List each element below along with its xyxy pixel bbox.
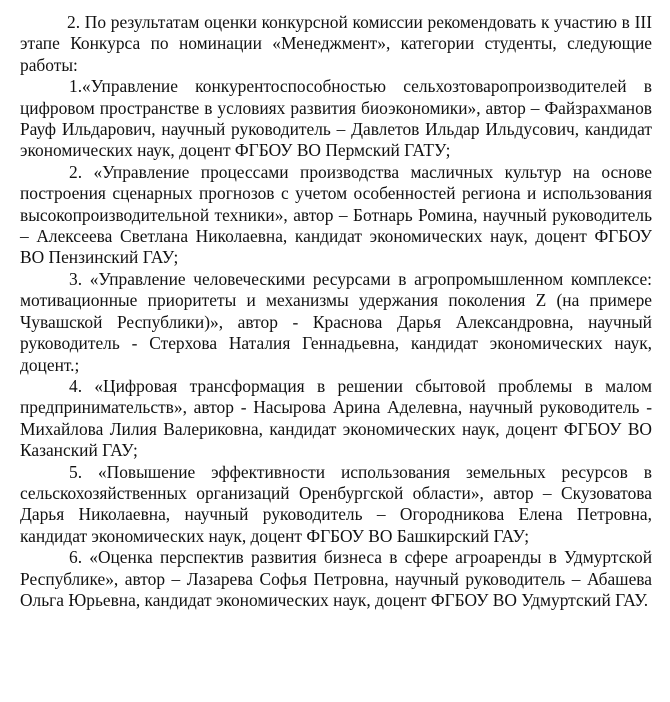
list-item: 2. «Управление процессами производства масличных культур на основе построения сценарных прогнозов с учетом особенностей региона и использования высокопроизводительной техники», автор – Ботнарь Ромина, научный руководитель – Алексеева Светлана Николаевна, кандидат экономических наук, доцент ФГБОУ ВО Пензинский ГАУ; — [20, 161, 652, 268]
list-item: 3. «Управление человеческими ресурсами в агропромышленном комплексе: мотивационные приоритеты и механизмы удержания поколения Z (на примере Чувашской Республики)», автор - Краснова Дарья Александровна, научный руководитель - Стерхова Наталия Геннадьевна, кандидат экономических наук, доцент.; — [20, 268, 652, 375]
list-item: 5. «Повышение эффективности использования земельных ресурсов в сельскохозяйственных организаций Оренбургской области», автор – Скузоватова Дарья Николаевна, научный руководитель – Огородникова Елена Петровна, кандидат экономических наук, доцент ФГБОУ ВО Башкирский ГАУ; — [20, 461, 652, 546]
list-item: 1.«Управление конкурентоспособностью сельхозтоваропроизводителей в цифровом пространстве в условиях развития биоэкономики», автор – Файзрахманов Рауф Ильдарович, научный руководитель – Давлетов Ильдар Ильдусович, кандидат экономических наук, доцент ФГБОУ ВО Пермский ГАТУ; — [20, 76, 652, 161]
list-item: 4. «Цифровая трансформация в решении сбытовой проблемы в малом предпринимательств», автор - Насырова Арина Аделевна, научный руководитель - Михайлова Лилия Валериковна, кандидат экономических наук, доцент ФГБОУ ВО Казанский ГАУ; — [20, 375, 652, 461]
intro-paragraph: 2. По результатам оценки конкурсной комиссии рекомендовать к участию в III этапе Конкурса по номинации «Менеджмент», категории студенты, следующие работы: — [20, 12, 652, 75]
list-item: 6. «Оценка перспектив развития бизнеса в сфере агроаренды в Удмуртской Республике», автор – Лазарева Софья Петровна, научный руководитель – Абашева Ольга Юрьевна, кандидат экономических наук, доцент ФГБОУ ВО Удмуртский ГАУ. — [20, 547, 652, 610]
recommended-works-list — [20, 76, 652, 611]
